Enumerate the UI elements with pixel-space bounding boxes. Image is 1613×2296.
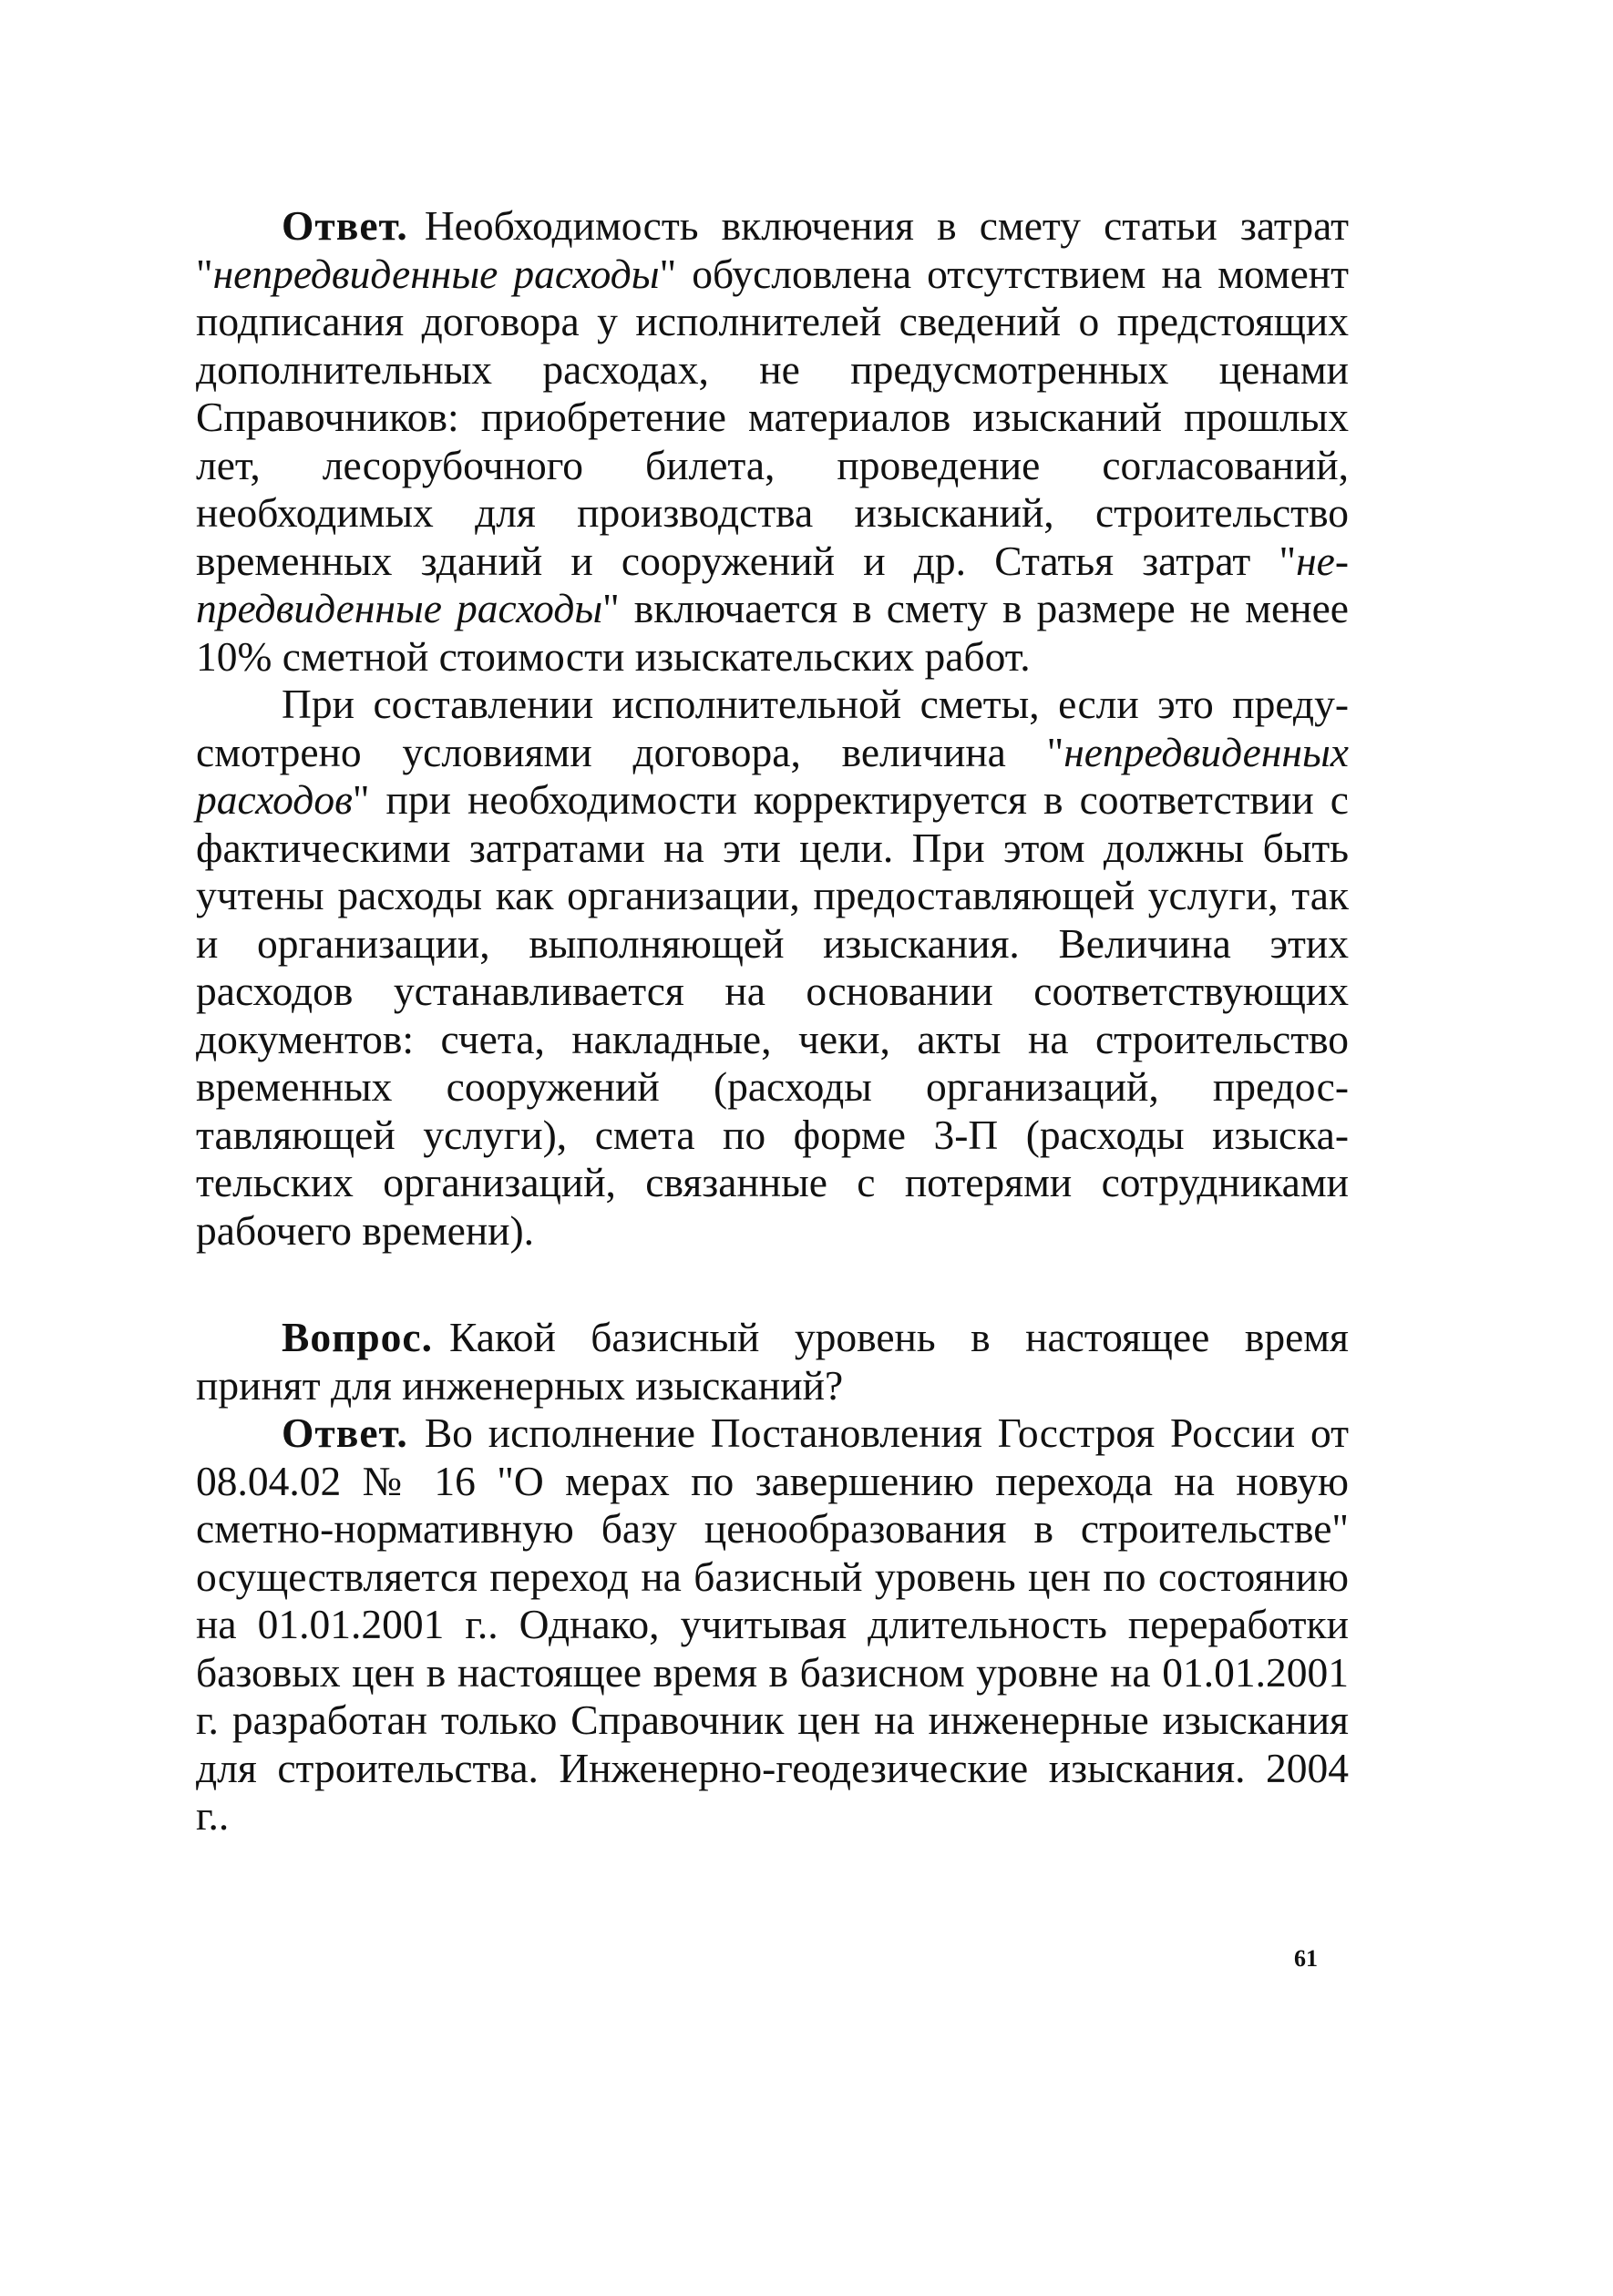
question-label: Вопрос. <box>282 1314 433 1360</box>
answer-label: Ответ. <box>282 202 408 249</box>
answer-1-text-part-3: " включается в смету в размере не менее 10% сметной стоимости изыскательских работ. <box>196 585 1349 680</box>
answer-1-text-part-1: Необходимость включения в смету статьи затрат " <box>196 202 1349 297</box>
page-number: 61 <box>1294 1945 1318 1972</box>
answer-2-text-part-2: " при необходимости корректируется в соответствии с фактическими затратами на эти цели. При этом должны быть учтены расходы как организации, предоставляющей услуги, так и организации, выполняющей изыскания. Величина этих расходов устанавливается на основании соответствующих документов: счета, накладные, чеки, акты на строительство временных сооружений (расходы организаций, предоставляющей услуги), смета по форме 3-П (расходы изыскательских организаций, связанные с потерями сотрудниками рабочего времени). <box>196 776 1349 1254</box>
unforeseen-expenses-term: непредвиденные расходы <box>212 250 660 297</box>
unforeseen-expenses-genitive-2: расходов <box>196 776 353 823</box>
question-text: Какой базисный уровень в настоящее время принят для инженерных изысканий? <box>196 1314 1349 1409</box>
question-paragraph <box>196 1314 1349 1409</box>
answer-2-text-part-1: При составлении исполнительной сметы, если это предусмотрено условиями договора, величина " <box>196 681 1349 775</box>
answer-paragraph-3 <box>196 1409 1349 1840</box>
unforeseen-expenses-term-hyph-2: предвиденные расходы <box>196 585 603 631</box>
unforeseen-expenses-genitive-1: непредвиденных <box>1063 728 1349 775</box>
question-answer-section-2 <box>196 1314 1349 1840</box>
unforeseen-expenses-term-hyph-1: не- <box>1296 537 1349 584</box>
answer-3-text: Во исполнение Постановления Госстроя России от 08.04.02 № 16 "О мерах по завершению перехода на новую сметно-нормативную базу ценообразования в строительстве" осуществляется переход на базисный уровень цен по состоянию на 01.01.2001 г.. Однако, учитывая длительность переработки базовых цен в настоящее время в базисном уровне на 01.01.2001 г. разработан только Справочник цен на инженерные изыскания для строительства. Инженерно-геодезические изыскания. 2004 г.. <box>196 1409 1349 1839</box>
answer-label-2: Ответ. <box>282 1409 408 1456</box>
answer-section-1 <box>196 202 1349 1255</box>
answer-paragraph-2 <box>196 681 1349 1255</box>
answer-1-text-part-2: " обусловлена отсутствием на момент подписания договора у исполнителей сведений о предстоящих дополнительных расходах, не предусмотренных ценами Справочников: приобретение материалов изысканий прошлых лет, лесорубочного билета, проведение согласований, необходимых для производства изысканий, строительство временных зданий и сооружений и др. Статья затрат " <box>196 250 1349 584</box>
answer-paragraph-1 <box>196 202 1349 681</box>
